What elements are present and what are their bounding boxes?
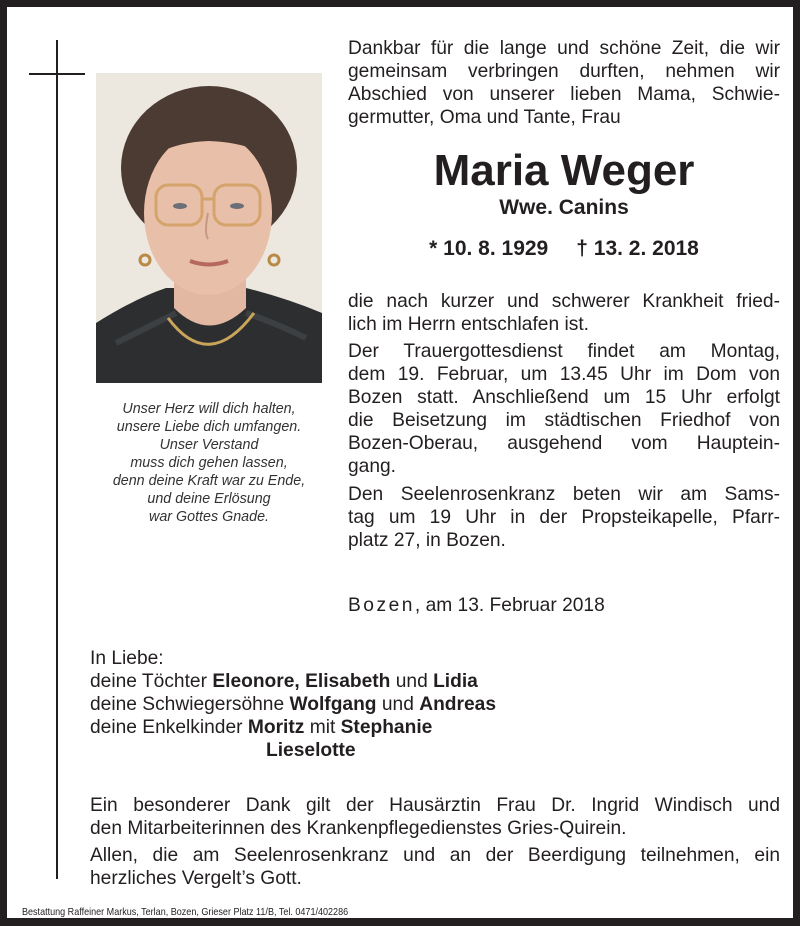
memorial-poem — [89, 400, 329, 526]
relative-names: Eleonore, Elisabeth — [212, 671, 391, 692]
intro-line: gemeinsam verbringen durften, nehmen wir — [348, 61, 780, 82]
poem-line: war Gottes Gnade. — [149, 509, 269, 525]
service-line: gang. — [348, 456, 397, 477]
intro-line: germutter, Oma und Tante, Frau — [348, 107, 621, 128]
relative-name: Andreas — [419, 694, 496, 715]
family-sons-in-law — [90, 693, 496, 716]
family-grandchild-extra — [90, 739, 496, 762]
intro-line: Dankbar für die lange und schöne Zeit, die wir — [348, 38, 780, 59]
relative-name: Moritz — [247, 717, 305, 738]
thanks-line: Ein besonderer Dank gilt der Hausärztin Frau Dr. Ingrid Windisch und — [90, 795, 780, 816]
notice-date: , am 13. Februar 2018 — [414, 595, 605, 616]
service-line: Bozen-Oberau, ausgehend vom Hauptein- — [348, 433, 780, 454]
obituary-notice — [7, 7, 793, 918]
relative-name: Wolfgang — [289, 694, 377, 715]
relative-name: Lidia — [433, 671, 478, 692]
poem-line: unsere Liebe dich umfangen. — [116, 419, 302, 435]
rosary-line: tag um 19 Uhr in der Propsteikapelle, Pfarr- — [348, 507, 780, 528]
conjunction: und — [390, 671, 434, 692]
cross-icon-vertical — [56, 40, 58, 879]
poem-line: muss dich gehen lassen, — [130, 455, 288, 471]
passing-line: die nach kurzer und schwerer Krankheit fried- — [348, 291, 780, 312]
family-daughters — [90, 670, 496, 693]
service-paragraph — [348, 340, 780, 478]
death-date: † 13. 2. 2018 — [576, 237, 699, 260]
service-line: die Beisetzung im städtischen Friedhof von — [348, 410, 780, 431]
funeral-home-footer: Bestattung Raffeiner Markus, Terlan, Bozen, Grieser Platz 11/B, Tel. 0471/402286 — [22, 906, 349, 918]
portrait-image — [96, 73, 322, 383]
widow-name: Wwe. Canins — [499, 196, 629, 219]
rosary-paragraph — [348, 483, 780, 552]
place-date — [348, 594, 780, 617]
relative-name: Stephanie — [340, 717, 433, 738]
intro-line: Abschied von unserer lieben Mama, Schwie- — [348, 84, 780, 105]
rosary-line: Den Seelenrosenkranz beten wir am Sams- — [348, 484, 780, 505]
passing-paragraph — [348, 290, 780, 336]
family-grandchildren — [90, 716, 496, 739]
birth-date: * 10. 8. 1929 — [429, 237, 549, 260]
thanks-all — [90, 844, 780, 890]
thanks-doctor — [90, 794, 780, 840]
poem-line: Unser Verstand — [159, 437, 259, 453]
family-list — [90, 647, 496, 762]
relation-label: deine Töchter — [90, 671, 213, 692]
poem-line: denn deine Kraft war zu Ende, — [112, 473, 306, 489]
cross-icon-horizontal — [29, 73, 85, 75]
service-line: Der Trauergottesdienst findet am Montag, — [348, 341, 780, 362]
service-line: dem 19. Februar, um 13.45 Uhr im Dom von — [348, 364, 780, 385]
relation-label: deine Enkelkinder — [90, 717, 248, 738]
thanks-line: Allen, die am Seelenrosenkranz und an der Beerdigung teilnehmen, ein — [90, 845, 780, 866]
life-dates — [348, 236, 780, 262]
service-line: Bozen statt. Anschließend um 15 Uhr erfolgt — [348, 387, 780, 408]
poem-line: und deine Erlösung — [147, 491, 271, 507]
passing-line: lich im Herrn entschlafen ist. — [348, 314, 589, 335]
thanks-line: den Mitarbeiterinnen des Krankenpflegedienstes Gries-Quirein. — [90, 818, 627, 839]
rosary-line: platz 27, in Bozen. — [348, 530, 506, 551]
intro-paragraph — [348, 37, 780, 129]
thanks-line: herzliches Vergelt’s Gott. — [90, 868, 302, 889]
family-heading: In Liebe: — [90, 648, 164, 669]
deceased-name: Maria Weger — [433, 146, 695, 195]
relative-name: Lieselotte — [266, 740, 356, 761]
relation-label: deine Schwiegersöhne — [90, 694, 290, 715]
portrait-photo — [96, 73, 322, 383]
poem-line: Unser Herz will dich halten, — [122, 401, 296, 417]
conjunction: und — [376, 694, 420, 715]
place-name: Bozen — [348, 595, 415, 616]
conjunction: mit — [304, 717, 341, 738]
